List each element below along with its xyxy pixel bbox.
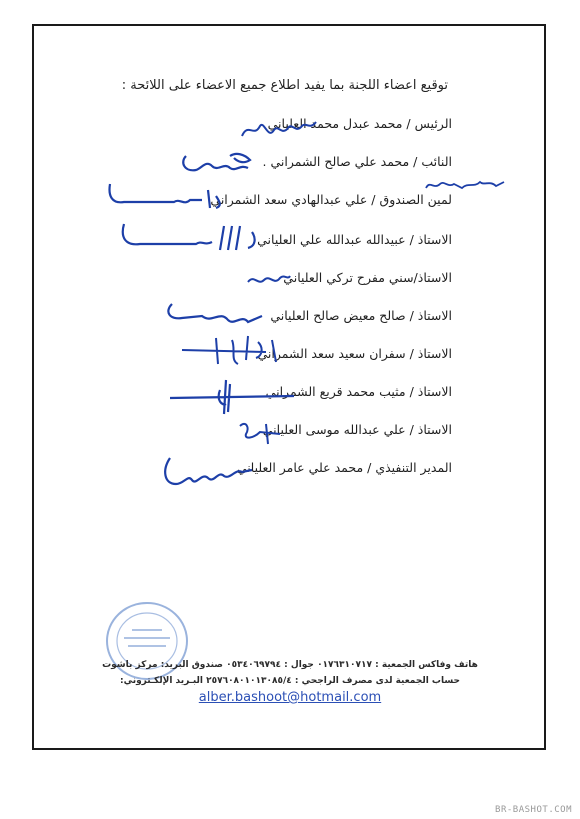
signature-member-3 (162, 296, 266, 332)
signature-member-1 (116, 216, 266, 256)
member-separator: / (405, 384, 418, 399)
member-separator: / (413, 270, 418, 285)
member-separator: / (405, 422, 418, 437)
member-title: الاستاذ (417, 270, 452, 285)
member-name: علي عبدالله موسى العلياني (262, 422, 406, 437)
member-row (283, 270, 452, 285)
member-row (257, 232, 452, 247)
member-name: محمد علي صالح الشمراني . (262, 154, 410, 169)
member-title: الاستاذ (417, 232, 452, 247)
member-row (237, 460, 452, 475)
member-name: علي عبدالهادي سعد الشمراني (210, 192, 368, 207)
signature-executive-director (160, 452, 256, 492)
signature-chairman (238, 116, 318, 144)
handwritten-note (422, 176, 508, 194)
member-name: عبيدالله عبدالله علي العلياني (257, 232, 406, 247)
intro-text: توقيع اعضاء اللجنة بما يفيد اطلاع جميع الاعضاء على اللائحة : (121, 78, 448, 93)
member-title: الرئيس (414, 116, 452, 131)
member-title: النائب (421, 154, 452, 169)
signature-vice-chairman (178, 146, 263, 178)
member-row (263, 154, 452, 169)
member-row (263, 422, 452, 437)
signature-member-2 (244, 268, 292, 292)
member-separator: / (405, 308, 418, 323)
member-name: محمد علي عامر العلياني (236, 460, 364, 475)
signature-member-5 (166, 374, 298, 418)
member-separator: / (402, 116, 415, 131)
member-separator: / (409, 154, 422, 169)
member-title: الاستاذ (417, 346, 452, 361)
footer-contact-line: هاتف وفاكس الجمعية : ٠١٧٦٣١٠٧١٧ جوال : ٠٥٣٤٠٦٩٧٩٤ صندوق البريد: مركز باشوت (102, 660, 478, 670)
member-title: المدير التنفيذي (375, 460, 452, 475)
member-separator: / (367, 192, 380, 207)
footer-email-link[interactable]: alber.bashoot@hotmail.com (198, 690, 382, 705)
member-separator: / (405, 346, 418, 361)
member-title: لمين الصندوق (379, 192, 452, 207)
signature-member-4 (176, 330, 288, 370)
member-title: الاستاذ (417, 422, 452, 437)
member-title: الاستاذ (417, 308, 452, 323)
member-name: صالح معيض صالح العلياني (270, 308, 406, 323)
site-watermark: BR-BASHOT.COM (495, 805, 572, 815)
member-name: مثيب محمد قريع الشمراني (265, 384, 406, 399)
association-stamp (104, 598, 190, 684)
member-row (210, 192, 452, 207)
footer-bank-line: حساب الجمعية لدى مصرف الراجحي : ٢٥٧٦٠٨٠١٠١٣٠٨٥/٤ البـريد الإلكـتروني: (120, 676, 460, 686)
member-separator: / (363, 460, 376, 475)
member-name: سني مفرح تركي العلياني (283, 270, 414, 285)
member-row (270, 308, 452, 323)
member-name: سفران سعيد سعد الشمراني (257, 346, 406, 361)
member-name: محمد عبدل محمد العلياني (267, 116, 403, 131)
member-separator: / (405, 232, 418, 247)
signature-member-6 (236, 416, 284, 446)
member-title: الاستاذ (417, 384, 452, 399)
signature-treasurer (104, 178, 224, 214)
